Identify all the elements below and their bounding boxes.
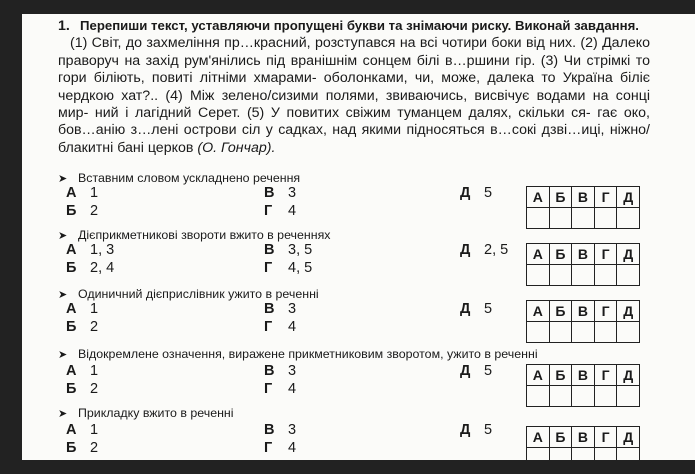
option-value: 2 xyxy=(90,440,99,456)
arrow-icon: ➤ xyxy=(58,408,68,420)
grid-header-v: В xyxy=(572,244,595,265)
option-value: 2 xyxy=(90,381,99,397)
grid-header-a: А xyxy=(527,427,550,448)
question-3 xyxy=(58,287,694,347)
grid-header-b: Б xyxy=(549,187,572,208)
grid-header-b: Б xyxy=(549,301,572,322)
option-a xyxy=(66,421,98,439)
option-letter: В xyxy=(264,363,275,379)
text-line: зелено/сизими полями, звиваючись, висвічує водами на сонці мир- xyxy=(58,87,650,122)
option-value: 3, 5 xyxy=(288,242,313,258)
option-g xyxy=(264,259,312,277)
option-letter: В xyxy=(264,242,275,258)
option-letter: Г xyxy=(264,440,273,456)
option-value: 1 xyxy=(90,422,99,438)
option-value: 4 xyxy=(288,203,297,219)
option-value: 1 xyxy=(90,363,99,379)
question-title xyxy=(58,347,538,362)
answer-cell-v[interactable] xyxy=(572,322,595,343)
grid-header-a: А xyxy=(527,301,550,322)
option-value: 4, 5 xyxy=(288,260,313,276)
text-line: гає око, бов…анію з…лені острови сіл у садках, над якими підносяться xyxy=(58,105,650,139)
option-value: 2, 5 xyxy=(484,242,509,258)
question-2 xyxy=(58,228,694,288)
answer-cell-v[interactable] xyxy=(572,265,595,286)
grid-header-g: Г xyxy=(594,244,617,265)
option-v xyxy=(264,362,296,380)
option-b xyxy=(66,202,98,220)
option-letter: Г xyxy=(264,319,273,335)
answer-cell-v[interactable] xyxy=(572,448,595,461)
option-value: 4 xyxy=(288,319,297,335)
grid-header-b: Б xyxy=(549,427,572,448)
option-letter: Б xyxy=(66,440,77,456)
option-letter: Д xyxy=(460,301,471,317)
option-value: 1 xyxy=(90,301,99,317)
answer-cell-a[interactable] xyxy=(527,265,550,286)
option-v xyxy=(264,241,312,259)
grid-header-a: А xyxy=(527,244,550,265)
answer-cell-g[interactable] xyxy=(594,265,617,286)
option-value: 2, 4 xyxy=(90,260,115,276)
answer-grid xyxy=(526,186,640,229)
option-letter: А xyxy=(66,242,77,258)
option-letter: Д xyxy=(460,422,471,438)
option-v xyxy=(264,421,296,439)
option-d xyxy=(460,421,492,439)
arrow-icon: ➤ xyxy=(58,230,68,242)
option-letter: А xyxy=(66,185,77,201)
grid-header-v: В xyxy=(572,301,595,322)
option-letter: Б xyxy=(66,203,77,219)
answer-grid xyxy=(526,426,640,460)
task-header xyxy=(58,17,650,35)
option-letter: В xyxy=(264,185,275,201)
option-value: 2 xyxy=(90,319,99,335)
grid-header-d: Д xyxy=(617,187,640,208)
grid-header-g: Г xyxy=(594,187,617,208)
grid-header-d: Д xyxy=(617,301,640,322)
option-a xyxy=(66,184,98,202)
grid-header-g: Г xyxy=(594,427,617,448)
answer-cell-d[interactable] xyxy=(617,386,640,407)
task-text xyxy=(58,35,650,157)
option-letter: А xyxy=(66,363,77,379)
answer-cell-d[interactable] xyxy=(617,448,640,461)
option-v xyxy=(264,184,296,202)
arrow-icon: ➤ xyxy=(58,173,68,185)
grid-header-d: Д xyxy=(617,365,640,386)
textbook-page xyxy=(22,14,695,460)
option-b xyxy=(66,380,98,398)
option-value: 4 xyxy=(288,440,297,456)
grid-header-g: Г xyxy=(594,365,617,386)
answer-cell-a[interactable] xyxy=(527,448,550,461)
grid-header-v: В xyxy=(572,427,595,448)
option-b xyxy=(66,259,114,277)
option-a xyxy=(66,362,98,380)
question-title-text: Дієприкметникові звороти вжито в реченнях xyxy=(78,228,331,242)
option-value: 3 xyxy=(288,363,297,379)
answer-grid xyxy=(526,300,640,343)
question-5 xyxy=(58,406,694,460)
answer-grid xyxy=(526,243,640,286)
option-b xyxy=(66,439,98,457)
option-letter: В xyxy=(264,422,275,438)
option-letter: Г xyxy=(264,381,273,397)
option-a xyxy=(66,300,98,318)
option-value: 3 xyxy=(288,185,297,201)
option-letter: Б xyxy=(66,319,77,335)
question-title-text: Одиничний дієприслівник ужито в реченні xyxy=(78,287,319,301)
option-letter: Д xyxy=(460,242,471,258)
option-d xyxy=(460,362,492,380)
option-v xyxy=(264,300,296,318)
text-line: від них. (2) Далеко праворуч на захід рум'янілись під вранішнім сонцем xyxy=(58,35,650,69)
question-title-text: Прикладку вжито в реченні xyxy=(78,406,234,420)
answer-cell-a[interactable] xyxy=(527,322,550,343)
option-g xyxy=(264,380,296,398)
answer-cell-g[interactable] xyxy=(594,322,617,343)
grid-header-a: А xyxy=(527,365,550,386)
answer-cell-d[interactable] xyxy=(617,322,640,343)
option-b xyxy=(66,318,98,336)
option-d xyxy=(460,241,508,259)
option-g xyxy=(264,318,296,336)
option-value: 3 xyxy=(288,422,297,438)
answer-cell-a[interactable] xyxy=(527,208,550,229)
answer-cell-g[interactable] xyxy=(594,448,617,461)
option-letter: Г xyxy=(264,260,273,276)
option-value: 1, 3 xyxy=(90,242,115,258)
grid-header-b: Б xyxy=(549,244,572,265)
grid-header-d: Д xyxy=(617,427,640,448)
option-d xyxy=(460,300,492,318)
option-value: 5 xyxy=(484,422,493,438)
option-letter: А xyxy=(66,301,77,317)
grid-header-a: А xyxy=(527,187,550,208)
answer-cell-b[interactable] xyxy=(549,322,572,343)
option-letter: Д xyxy=(460,363,471,379)
option-value: 3 xyxy=(288,301,297,317)
answer-cell-a[interactable] xyxy=(527,386,550,407)
option-value: 1 xyxy=(90,185,99,201)
question-title-text: Відокремлене означення, виражене прикметниковим зворотом, ужито в реченні xyxy=(78,347,538,361)
grid-header-b: Б xyxy=(549,365,572,386)
answer-cell-b[interactable] xyxy=(549,265,572,286)
option-value: 4 xyxy=(288,381,297,397)
answer-cell-v[interactable] xyxy=(572,208,595,229)
option-g xyxy=(264,439,296,457)
task-block xyxy=(58,17,650,157)
option-letter: В xyxy=(264,301,275,317)
grid-header-d: Д xyxy=(617,244,640,265)
question-title xyxy=(58,406,234,421)
arrow-icon: ➤ xyxy=(58,289,68,301)
option-letter: Г xyxy=(264,203,273,219)
grid-header-g: Г xyxy=(594,301,617,322)
grid-header-v: В xyxy=(572,365,595,386)
answer-cell-d[interactable] xyxy=(617,265,640,286)
answer-cell-g[interactable] xyxy=(594,386,617,407)
question-1 xyxy=(58,171,694,231)
option-value: 5 xyxy=(484,363,493,379)
answer-cell-g[interactable] xyxy=(594,208,617,229)
option-letter: Б xyxy=(66,260,77,276)
answer-cell-b[interactable] xyxy=(549,448,572,461)
option-letter: А xyxy=(66,422,77,438)
option-d xyxy=(460,184,492,202)
option-value: 5 xyxy=(484,301,493,317)
answer-cell-b[interactable] xyxy=(549,208,572,229)
text-line: в…сокі дзві…иці, ніжно/блакитні бані церков xyxy=(58,122,650,156)
question-title-text: Вставним словом ускладнено речення xyxy=(78,171,301,185)
option-a xyxy=(66,241,114,259)
option-value: 5 xyxy=(484,185,493,201)
task-number: 1. xyxy=(58,18,70,34)
grid-header-v: В xyxy=(572,187,595,208)
option-value: 2 xyxy=(90,203,99,219)
answer-cell-v[interactable] xyxy=(572,386,595,407)
arrow-icon: ➤ xyxy=(58,349,68,361)
option-letter: Д xyxy=(460,185,471,201)
option-letter: Б xyxy=(66,381,77,397)
answer-cell-b[interactable] xyxy=(549,386,572,407)
text-author: (О. Гончар). xyxy=(197,139,276,156)
task-instruction: Перепиши текст, уставляючи пропущені букви та знімаючи риску. Виконай завдання. xyxy=(80,18,639,33)
text-line: ний і лагідний Серет. (5) У повитих свіжим туманцем далях, скільки ся- xyxy=(94,105,591,122)
answer-cell-d[interactable] xyxy=(617,208,640,229)
text-line: оболонками, чи, може, далека то Україна біліє чердкою хат?.. (4) Між xyxy=(58,70,650,104)
answer-grid xyxy=(526,364,640,407)
option-g xyxy=(264,202,296,220)
question-4 xyxy=(58,347,694,407)
text-line: білі в…ршини гір. (3) Чи стрімкі то гори біліють, повиті літніми хмарами- xyxy=(58,52,651,87)
text-line: (1) Світ, до захмеління пр…красний, розступався на всі чотири боки xyxy=(70,35,522,52)
